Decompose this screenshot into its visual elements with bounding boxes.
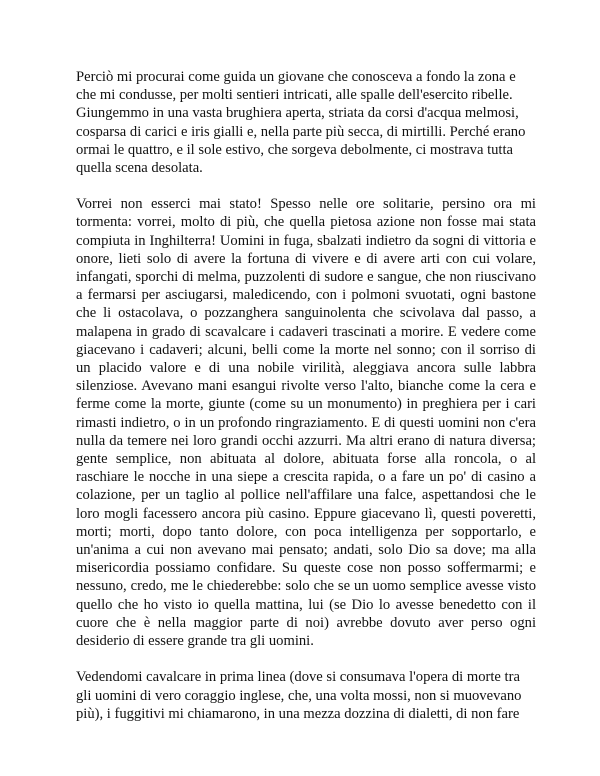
- paragraph-1: Perciò mi procurai come guida un giovane che conosceva a fondo la zona e che mi condusse, per molti sentieri intricati, alle spalle dell'esercito ribelle. Giungemmo in una vasta brughiera aperta, striata da corsi d'acqua melmosi, cosparsa di carici e iris gialli e, nella parte più secca, di mirtilli. Perché erano ormai le quattro, e il sole estivo, che sorgeva debolmente, ci mostrava tutta quella scena desolata.: [76, 69, 526, 177]
- document-page: [76, 68, 536, 741]
- paragraph-2: Vorrei non esserci mai stato! Spesso nelle ore solitarie, persino ora mi tormenta: vorrei, molto di più, che quella pietosa azione non fosse mai stata compiuta in Inghilterra! Uomini in fuga, sbalzati indietro da sogni di vittoria e onore, lieti solo di avere la fortuna di vivere e di avere arti con cui volare, infangati, sporchi di melma, puzzolenti di sudore e sangue, che non riuscivano a fermarsi per asciugarsi, maledicendo, con i polmoni svuotati, ogni bastone che li ostacolava, o pozzanghera sanguinolenta che scivolava dal passo, a malapena in grado di scavalcare i cadaveri trascinati a morire. E vedere come giacevano i cadaveri; alcuni, belli come la morte nel sonno; con il sorriso di un placido valore e di una nobile virilità, aleggiava ancora sulle labbra silenziose. Avevano mani esangui rivolte verso l'alto, bianche come la cera e ferme come la morte, giunte (come su un monumento) in preghiera per i cari rimasti indietro, o in un profondo ringraziamento. E di questi uomini non c'era nulla da temere nei loro grandi occhi azzurri. Ma altri erano di natura diversa; gente semplice, non abituata al dolore, abituata forse alla roncola, o al raschiare le nocche in una siepe a crescita rapida, o a fare un po' di casino a colazione, per un taglio al pollice nell'affilare una falce, aspettandosi che le loro mogli facessero ancora più casino. Eppure giacevano lì, questi poveretti, morti; morti, dopo tanto dolore, con poca intelligenza per sopportarlo, e un'anima a cui non avevano mai pensato; andati, solo Dio sa dove; ma alla misericordia possiamo confidare. Su queste cose non posso soffermarmi; e nessuno, credo, me le chiederebbe: solo che se un uomo semplice avesse visto quello che ho visto io quella mattina, lui (se Dio lo avesse benedetto con il cuore che è nella maggior parte di noi) avrebbe dovuto aver perso ogni desiderio di essere grande tra gli uomini.: [76, 196, 536, 650]
- paragraph-3: Vedendomi cavalcare in prima linea (dove si consumava l'opera di morte tra gli uomini di vero coraggio inglese, che, una volta mossi, non si muovevano più), i fuggitivi mi chiamarono, in una mezza dozzina di dialetti, di non fare: [76, 669, 522, 722]
